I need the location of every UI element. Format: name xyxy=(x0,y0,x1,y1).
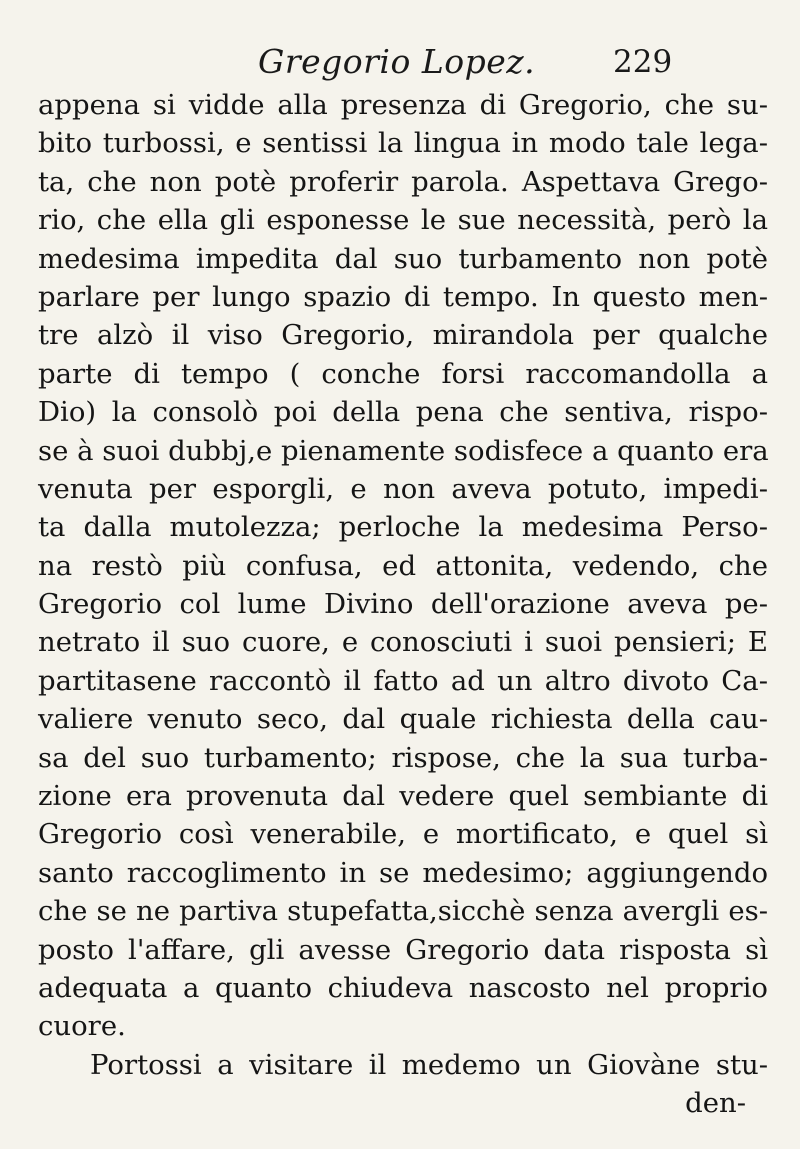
text-line: ta dalla mutolezza; perloche la medesima Perso- xyxy=(38,511,768,544)
text-line: Gregorio col lume Divino dell'orazione aveva pe- xyxy=(38,588,768,621)
text-line: rio, che ella gli esponesse le sue necessità, però la xyxy=(38,204,768,237)
text-line: Portossi a visitare il medemo un Giovàne stu- xyxy=(90,1048,768,1081)
text-line: appena si vidde alla presenza di Gregorio, che su- xyxy=(38,89,768,121)
text-line: posto l'affare, gli avesse Gregorio data risposta sì xyxy=(38,933,768,966)
page-header xyxy=(0,42,800,92)
text-line: cuore. xyxy=(38,1010,126,1043)
page-number: 229 xyxy=(613,44,673,80)
text-line: valiere venuto seco, dal quale richiesta della cau- xyxy=(38,703,768,736)
body-text xyxy=(38,86,768,1123)
text-line: Dio) la consolò poi della pena che sentiva, rispo- xyxy=(38,396,768,429)
text-line: zione era provenuta dal vedere quel sembiante di xyxy=(38,780,768,813)
catchword: den- xyxy=(685,1087,746,1120)
text-line: che se ne partiva stupefatta,sicchè senza avergli es- xyxy=(38,895,768,928)
text-line: venuta per esporgli, e non aveva potuto, impedi- xyxy=(38,472,768,505)
text-line: na restò più confusa, ed attonita, vedendo, che xyxy=(38,549,768,582)
text-line: ta, che non potè proferir parola. Aspettava Grego- xyxy=(38,165,768,198)
text-line: adequata a quanto chiudeva nascosto nel proprio xyxy=(38,971,768,1004)
text-line: partitasene raccontò il fatto ad un altro divoto Ca- xyxy=(38,664,768,697)
text-line: bito turbossi, e sentissi la lingua in modo tale lega- xyxy=(38,127,768,160)
text-line: medesima impedita dal suo turbamento non potè xyxy=(38,242,768,275)
text-line: se à suoi dubbj,e pienamente sodisfece a quanto era xyxy=(38,434,769,467)
text-line: sa del suo turbamento; rispose, che la sua turba- xyxy=(38,741,768,774)
text-line: netrato il suo cuore, e conosciuti i suoi pensieri; E xyxy=(38,626,768,659)
text-line: tre alzò il viso Gregorio, mirandola per qualche xyxy=(38,319,768,352)
text-line: Gregorio così venerabile, e mortificato, e quel sì xyxy=(38,818,768,851)
text-line: parte di tempo ( conche forsi raccomandolla a xyxy=(38,357,768,390)
text-line: parlare per lungo spazio di tempo. In questo men- xyxy=(38,280,768,313)
running-title: Gregorio Lopez. xyxy=(258,42,536,81)
text-line: santo raccoglimento in se medesimo; aggiungendo xyxy=(38,856,768,889)
